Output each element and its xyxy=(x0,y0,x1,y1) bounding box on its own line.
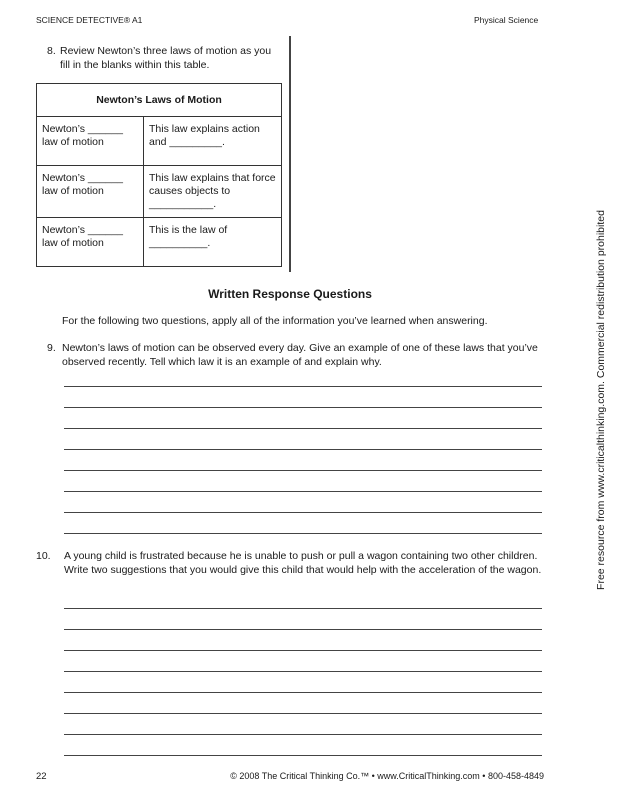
question-8-text: Review Newton’s three laws of motion as you fill in the blanks within this table. xyxy=(60,45,272,71)
side-copyright-note: Free resource from www.criticalthinking.com. Commercial redistribution prohibited xyxy=(595,210,607,590)
answer-line[interactable] xyxy=(64,386,542,387)
table-title: Newton’s Laws of Motion xyxy=(37,84,282,117)
question-8-number: 8. xyxy=(47,45,56,57)
table-cell-law-name: Newton’s ______ law of motion xyxy=(37,166,144,218)
answer-line[interactable] xyxy=(64,428,542,429)
answer-line[interactable] xyxy=(64,734,542,735)
answer-line[interactable] xyxy=(64,692,542,693)
table-row xyxy=(37,117,282,166)
table-cell-law-name: Newton’s ______ law of motion xyxy=(37,117,144,166)
answer-line[interactable] xyxy=(64,755,542,756)
answer-line[interactable] xyxy=(64,650,542,651)
section-heading: Written Response Questions xyxy=(208,287,372,301)
section-intro: For the following two questions, apply all of the information you’ve learned when answering. xyxy=(62,315,488,327)
header-book-title: SCIENCE DETECTIVE® A1 xyxy=(36,15,143,25)
page-number: 22 xyxy=(36,771,47,782)
table-cell-law-description: This law explains that force causes objects to ___________. xyxy=(144,166,282,218)
answer-line[interactable] xyxy=(64,629,542,630)
header-subject: Physical Science xyxy=(474,15,539,25)
newtons-laws-table xyxy=(36,83,282,267)
question-9-text: Newton’s laws of motion can be observed every day. Give an example of one of these laws that you’ve observed recently. Tell which law it is an example of and explain why. xyxy=(62,342,538,368)
answer-line[interactable] xyxy=(64,470,542,471)
table-row xyxy=(37,218,282,267)
table-row xyxy=(37,166,282,218)
answer-line[interactable] xyxy=(64,671,542,672)
question-10-text: A young child is frustrated because he is unable to push or pull a wagon containing two other children. Write two suggestions that you would give this child that would help with the acceleration of the wagon. xyxy=(64,550,542,576)
table-cell-law-description: This law explains action and _________. xyxy=(144,117,282,166)
footer-copyright: © 2008 The Critical Thinking Co.™ • www.CriticalThinking.com • 800-458-4849 xyxy=(230,771,544,781)
question-9-number: 9. xyxy=(47,342,56,354)
table-cell-law-description: This is the law of __________. xyxy=(144,218,282,267)
answer-line[interactable] xyxy=(64,512,542,513)
answer-line[interactable] xyxy=(64,713,542,714)
table-cell-law-name: Newton’s ______ law of motion xyxy=(37,218,144,267)
answer-line[interactable] xyxy=(64,407,542,408)
answer-line[interactable] xyxy=(64,449,542,450)
answer-line[interactable] xyxy=(64,533,542,534)
question-10-number: 10. xyxy=(36,550,51,562)
answer-line[interactable] xyxy=(64,608,542,609)
column-divider xyxy=(289,36,291,272)
answer-line[interactable] xyxy=(64,491,542,492)
